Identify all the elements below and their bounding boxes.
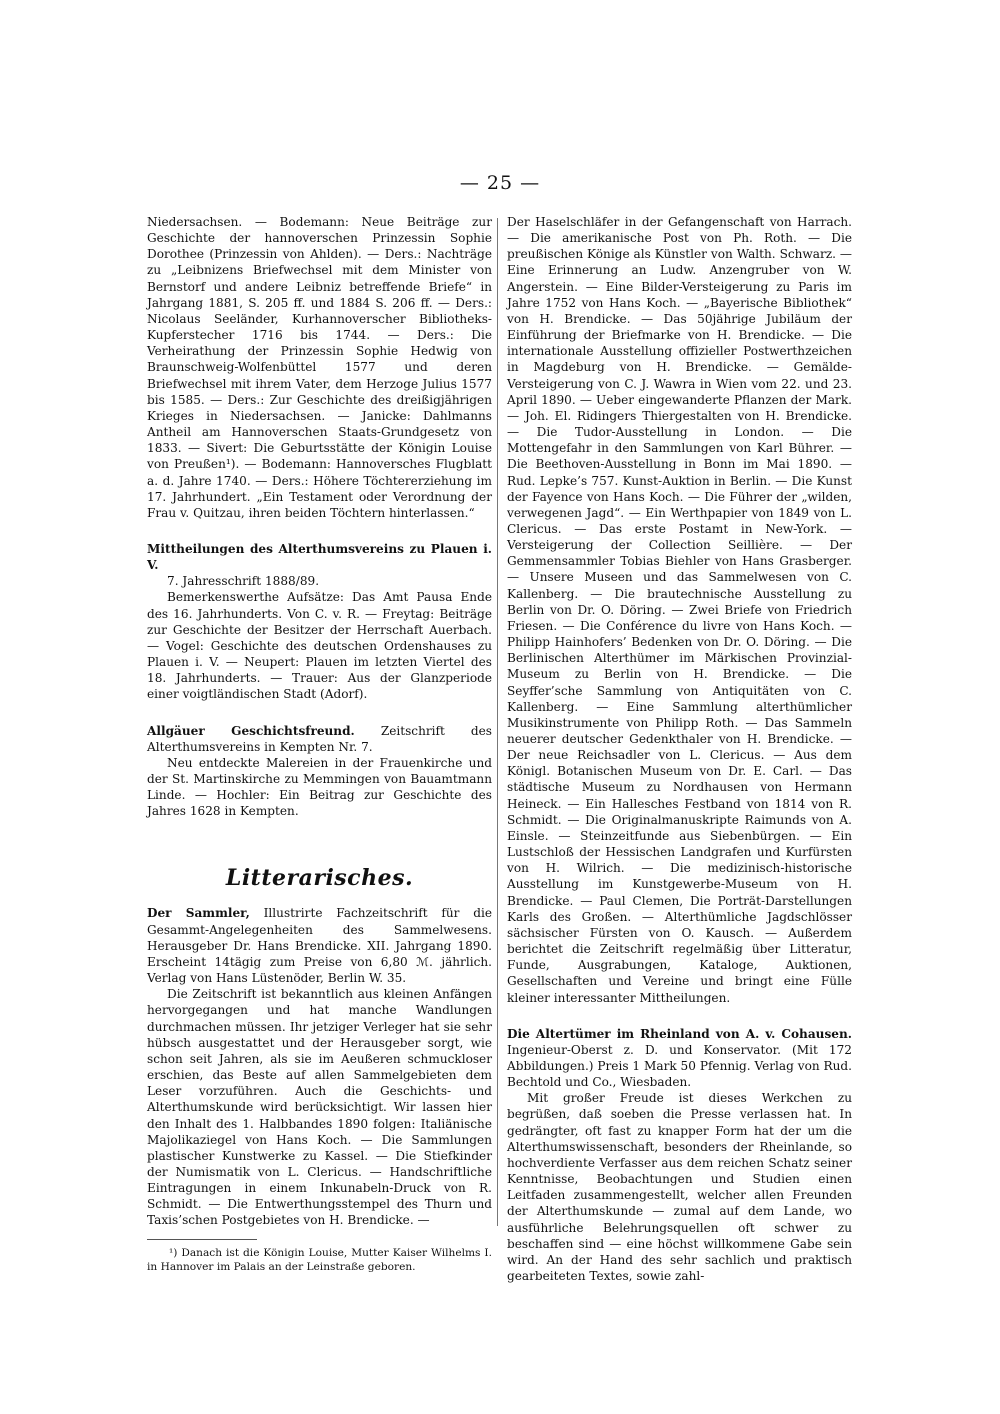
rheinland-body: Mit großer Freude ist dieses Werkchen zu begrüßen, daß soeben die Presse verlassen hat. In gedrängter, oft fast zu knapper Form hat der um die Alterthumswissenschaft, besonders der Rheinlande, so hochverdiente Verfasser aus dem reichen Schatz seiner Kenntnisse, Beobachtungen und Studien einen Leitfaden zusammengestellt, welcher allen Freunden der Alterthumskunde — zumal auf dem Lande, wo ausführliche Belehrungsquellen oft schwer zu beschaffen sind — eine höchst willkommene Gabe sein wird. An der Hand des sehr sachlich und praktisch gearbeiteten Textes, sowie zahl- <box>507 1091 852 1283</box>
sammler-heading: Der Sammler, <box>147 906 250 921</box>
plauen-subheading: 7. Jahresschrift 1888/89. <box>167 574 320 589</box>
rheinland-heading: Die Altertümer im Rheinland von A. v. Cohausen. <box>507 1026 852 1041</box>
allgaeuer-intro: Zeitschrift des Alterthumsvereins in Kempten Nr. 7. <box>147 723 492 754</box>
allgaeuer-body: Neu entdeckte Malereien in der Frauenkirche und der St. Martinskirche zu Memmingen von Bauamtmann Linde. — Hochler: Ein Beitrag zur Geschichte des Jahres 1628 in Kempten. <box>147 755 492 819</box>
footnote-rule <box>147 1239 257 1240</box>
niedersachsen-paragraph: Niedersachsen. — Bodemann: Neue Beiträge zur Geschichte der hannoverschen Prinzessin Sophie Dorothee (Prinzessin von Ahlden). — Ders.: Nachträge zu „Leibnizens Briefwechsel mit dem Minister von Bernstorf und andere Leibniz betreffende Briefe“ in Jahrgang 1881, S. 205 ff. und 1884 S. 206 ff. — Ders.: Nicolaus Seeländer, Kurhannoverscher Bibliotheks-Kupferstecher 1716 bis 1744. — Ders.: Die Verheirathung der Prinzessin Sophie Hedwig von Braunschweig-Wolfenbüttel 1577 und deren Briefwechsel mit ihrem Vater, dem Herzoge Julius 1577 bis 1585. — Ders.: Zur Geschichte des dreißigjährigen Krieges in Niedersachsen. — Janicke: Dahlmanns Antheil am Hannoverschen Staats-Grundgesetz von 1833. — Sivert: Die Geburtsstätte der Königin Louise von Preußen¹). — Bodemann: Hannoversches Flugblatt a. d. Jahre 1740. — Ders.: Höhere Töchtererziehung im 17. Jahrhundert. „Ein Testament oder Verordnung der Frau v. Quitzau, ihren beiden Töchtern hinterlassen.“ <box>147 215 492 520</box>
plauen-body: Bemerkenswerthe Aufsätze: Das Amt Pausa Ende des 16. Jahrhunderts. Von C. v. R. — Freytag: Beiträge zur Geschichte der Besitzer der Herrschaft Auerbach. — Vogel: Geschichte des deutschen Ordenshauses zu Plauen i. V. — Neupert: Plauen im letzten Viertel des 18. Jahrhunderts. — Trauer: Aus der Glanzperiode einer voigtländischen Stadt (Adorf). <box>147 590 492 702</box>
sammler-entry <box>147 905 492 986</box>
allgaeuer-entry <box>147 723 492 755</box>
spacer <box>147 703 492 723</box>
footnote: ¹) Danach ist die Königin Louise, Mutter Kaiser Wilhelms I. in Hannover im Palais an der Leinstraße geboren. <box>147 1246 492 1274</box>
spacer <box>147 521 492 541</box>
sammler-contents-paragraph: Der Haselschläfer in der Gefangenschaft von Harrach. — Die amerikanische Post von Ph. Roth. — Die preußischen Könige als Künstler von Walth. Schwarz. — Eine Erinnerung an Ludw. Anzengruber von W. Angerstein. — Eine Bilder-Versteigerung zu Paris im Jahre 1752 von Hans Koch. — „Bayerische Bibliothek“ von H. Brendicke. — Das 50jährige Jubiläum der Einführung der Briefmarke von H. Brendicke. — Die internationale Ausstellung offizieller Postwerthzeichen in Magdeburg von H. Brendicke. — Gemälde-Versteigerung von C. J. Wawra in Wien vom 22. und 23. April 1890. — Ueber eingewanderte Pflanzen der Mark. — Joh. El. Ridingers Thiergestalten von H. Brendicke. — Die Tudor-Ausstellung in London. — Die Mottengefahr in den Sammlungen von Karl Bührer. — Die Beethoven-Ausstellung in Bonn im Mai 1890. — Rud. Lepke’s 757. Kunst-Auktion in Berlin. — Die Kunst der Fayence von Hans Koch. — Die Führer der „wilden, verwegenen Jagd“. — Ein Werthpapier von 1849 von L. Clericus. — Das erste Postamt in New-York. — Versteigerung der Collection Seillière. — Der Gemmensammler Tobias Biehler von Hans Grasberger. — Unsere Museen und das Sammelwesen von C. Kallenberg. — Die brautechnische Ausstellung zu Berlin von Dr. O. Döring. — Zwei Briefe von Friedrich Friesen. — Die Conférence du livre von Hans Koch. — Philipp Hainhofers’ Bedenken von Dr. O. Döring. — Die Berlinischen Alterthümer im Märkischen Provinzial-Museum zu Berlin von H. Brendicke. — Die Seyffer’sche Sammlung von Antiquitäten von C. Kallenberg. — Eine Sammlung alterthümlicher Musikinstrumente von Philipp Roth. — Das Sammeln neuerer deutscher Gedenkthaler von H. Brendicke. — Der neue Reichsadler von L. Clericus. — Aus dem Königl. Botanischen Museum von Dr. E. Carl. — Das städtische Museum zu Nordhausen von Hermann Heineck. — Ein Hallesches Festband von 1814 von R. Schmidt. — Die Originalmanuskripte Raimunds von A. Einsle. — Steinzeitfunde aus Siebenbürgen. — Ein Lustschloß der Hessischen Landgrafen und Kurfürsten von H. Wilrich. — Die medizinisch-historische Ausstellung im Kunstgewerbe-Museum von H. Brendicke. — Paul Clemen, Die Porträt-Darstellungen Karls des Großen. — Alterthümliche Jagdschlösser sächsischer Fürsten von O. Kausch. — Außerdem berichtet die Zeitschrift regelmäßig über Litteratur, Funde, Ausgrabungen, Kataloge, Auktionen, Gesellschaften und Vereine und bringt eine Fülle kleiner interessanter Mittheilungen. <box>507 215 852 1005</box>
spacer <box>507 1006 852 1026</box>
sammler-intro: Illustrirte Fachzeitschrift für die Gesammt-Angelegenheiten des Sammelwesens. Herausgeber Dr. Hans Brendicke. XII. Jahrgang 1890. Erscheint 14tägig zum Preise von 6,80 ℳ. jährlich. Verlag von Hans Lüstenöder, Berlin W. 35. <box>147 906 492 986</box>
right-column <box>507 214 852 1284</box>
rheinland-intro: Ingenieur-Oberst z. D. und Konservator. (Mit 172 Abbildungen.) Preis 1 Mark 50 Pfennig. Verlag von Rud. Bechtold und Co., Wiesbaden. <box>507 1042 852 1090</box>
page-number: — 25 — <box>459 172 541 194</box>
allgaeuer-heading: Allgäuer Geschichtsfreund. <box>147 723 355 738</box>
left-column <box>147 214 492 1275</box>
rheinland-entry <box>507 1026 852 1091</box>
column-divider <box>497 218 498 1226</box>
sammler-body: Die Zeitschrift ist bekanntlich aus kleinen Anfängen hervorgegangen und hat manche Wandlungen durchmachen müssen. Ihr jetziger Verleger hat sie sehr hübsch ausgestattet und der Herausgeber sorgt, wie schon seit Jahren, als sie im Aeußeren schmuckloser erschien, das Beste auf allen Sammelgebieten dem Leser vorzuführen. Auch die Geschichts- und Alterthumskunde wird berücksichtigt. Wir lassen hier den Inhalt des 1. Halbbandes 1890 folgen: Italiänische Majolikaziegel von Hans Koch. — Die Sammlungen plastischer Kunstwerke zu Kassel. — Die Stiefkinder der Numismatik von L. Clericus. — Handschriftliche Eintragungen in einem Inkunabeln-Druck von R. Schmidt. — Die Entwerthungsstempel des Thurn und Taxis’schen Postgebietes von H. Brendicke. — <box>147 987 492 1228</box>
plauen-heading: Mittheilungen des Alterthumsvereins zu Plauen i. V. <box>147 541 492 573</box>
section-title: Litterarisches. <box>225 865 414 892</box>
